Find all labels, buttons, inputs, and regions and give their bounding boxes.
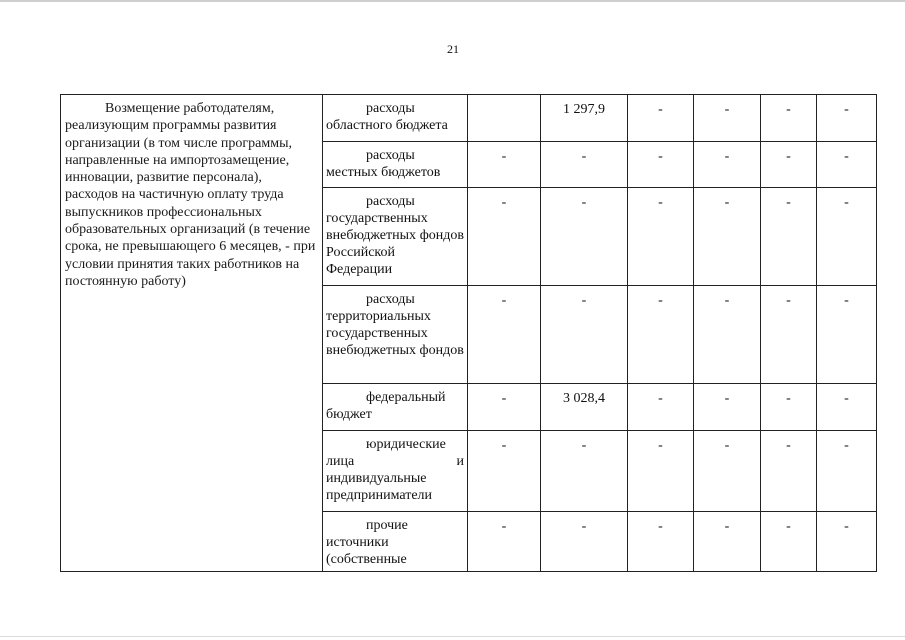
value-cell: - (761, 142, 817, 188)
value-cell: - (761, 188, 817, 286)
source-label-first: федеральный (366, 390, 446, 405)
source-label-first: прочие (366, 518, 408, 533)
value-cell: - (817, 286, 877, 384)
funding-source-cell (323, 286, 468, 384)
table-row (61, 95, 877, 142)
value-cell: - (541, 512, 628, 572)
value-cell: - (468, 512, 541, 572)
value-cell: - (628, 142, 694, 188)
value-cell: - (541, 286, 628, 384)
source-label-first: расходы (366, 148, 415, 163)
page-number: 21 (447, 42, 459, 56)
value-cell: - (761, 95, 817, 142)
funding-source-cell (323, 95, 468, 142)
value-cell: - (628, 95, 694, 142)
value-cell: - (628, 384, 694, 431)
value-cell: - (468, 188, 541, 286)
funding-source-cell (323, 384, 468, 431)
value-cell: 1 297,9 (541, 95, 628, 142)
source-label-first: расходы (366, 101, 415, 116)
value-cell: - (761, 384, 817, 431)
value-cell: - (541, 142, 628, 188)
value-cell: - (628, 286, 694, 384)
value-cell: - (694, 188, 761, 286)
value-cell: - (628, 431, 694, 512)
value-cell: - (817, 142, 877, 188)
scan-edge-top (0, 0, 905, 2)
source-label-first: расходы (366, 292, 415, 307)
source-label-rest: местных бюджетов (326, 165, 441, 180)
value-cell: - (761, 431, 817, 512)
value-cell: - (628, 188, 694, 286)
value-cell: - (761, 286, 817, 384)
source-label-rest: лица и индивидуальные предприниматели (326, 454, 464, 503)
funding-table (60, 94, 877, 572)
source-label-first: юридические (366, 437, 446, 452)
funding-source-cell (323, 431, 468, 512)
value-cell: - (468, 384, 541, 431)
value-cell: - (817, 95, 877, 142)
value-cell: - (468, 142, 541, 188)
value-cell (468, 95, 541, 142)
value-cell: - (694, 431, 761, 512)
source-label-rest: государственных внебюджетных фондов Российской Федерации (326, 211, 464, 277)
value-cell: - (694, 95, 761, 142)
measure-description (61, 95, 323, 572)
value-cell: - (817, 188, 877, 286)
value-cell: - (694, 286, 761, 384)
value-cell: - (761, 512, 817, 572)
value-cell: - (694, 142, 761, 188)
value-cell: - (468, 431, 541, 512)
value-cell: - (541, 188, 628, 286)
value-cell: - (694, 384, 761, 431)
value-cell: - (817, 512, 877, 572)
source-label-first: расходы (366, 194, 415, 209)
source-label-rest: источники (собственные (326, 535, 407, 567)
value-cell: - (817, 384, 877, 431)
value-cell: - (694, 512, 761, 572)
funding-source-cell (323, 512, 468, 572)
source-label-rest: территориальных государственных внебюджетных фондов (326, 309, 464, 358)
value-cell: - (541, 431, 628, 512)
funding-source-cell (323, 142, 468, 188)
funding-source-cell (323, 188, 468, 286)
scan-edge-bottom (0, 636, 905, 637)
value-cell: - (817, 431, 877, 512)
value-cell: 3 028,4 (541, 384, 628, 431)
value-cell: - (468, 286, 541, 384)
source-label-rest: бюджет (326, 407, 372, 422)
source-label-rest: областного бюджета (326, 118, 448, 133)
measure-text: Возмещение работодателям, реализующим программы развития организации (в том числе программы, направленные на импортозамещение, инновации, развитие персонала), расходов на частичную оплату труда выпускников профессиональных образовательных организаций (в течение срока, не превышающего 6 месяцев, - при условии принятия таких работников на постоянную работу) (65, 101, 316, 289)
value-cell: - (628, 512, 694, 572)
